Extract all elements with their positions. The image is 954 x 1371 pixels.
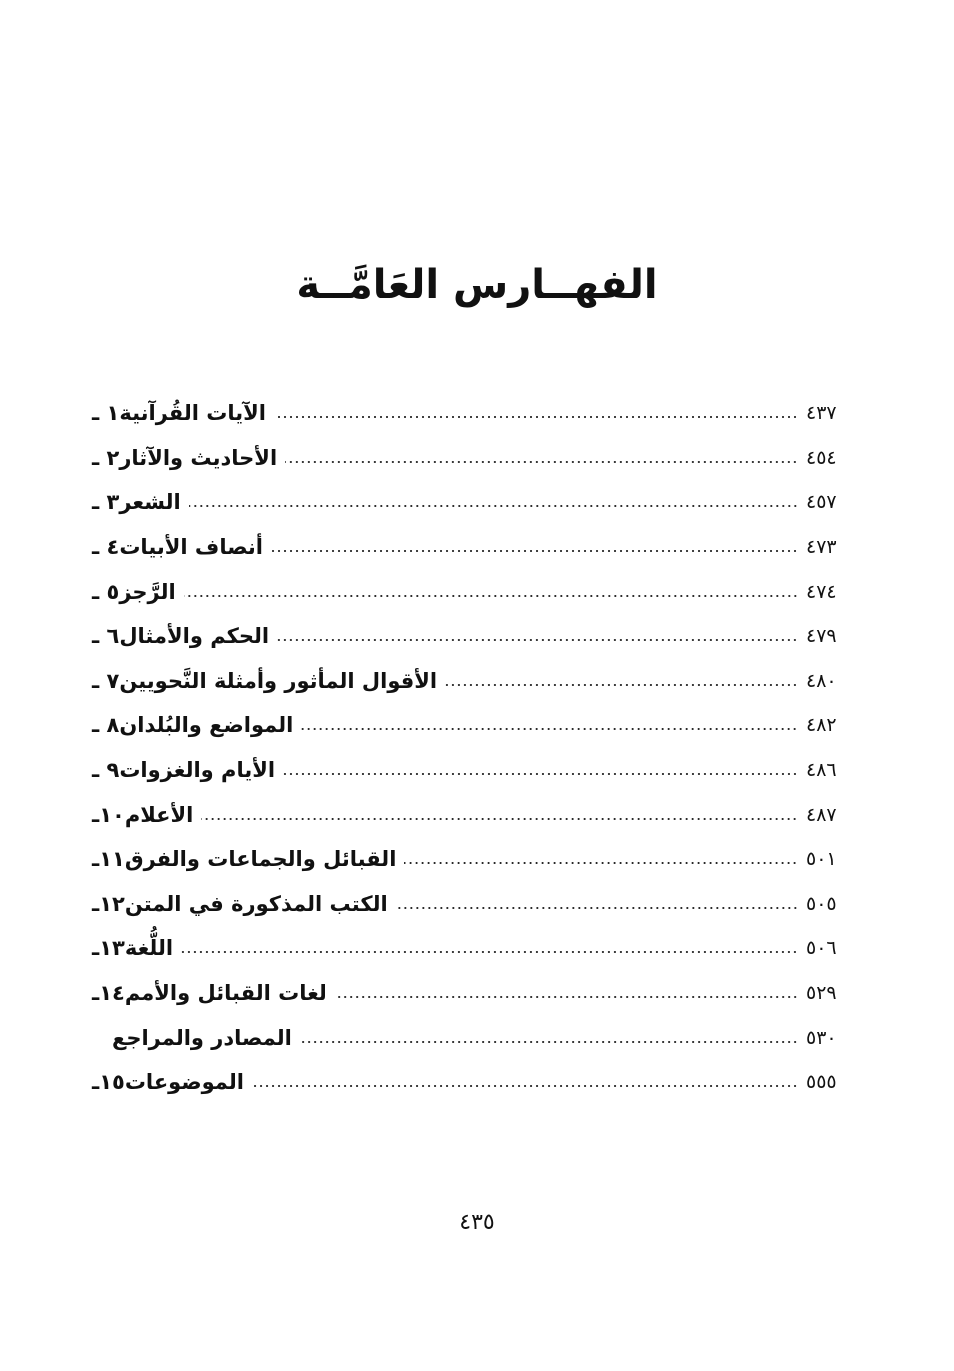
page-number: ٤٣٥ bbox=[459, 1210, 495, 1235]
entry-page: ٤٨٢ bbox=[806, 714, 837, 737]
entry-page: ٤٧٣ bbox=[806, 536, 837, 559]
entry-number: ٣ ـ bbox=[92, 490, 120, 515]
entry-page: ٥٢٩ bbox=[806, 982, 837, 1005]
entry-number: ١٢ـ bbox=[92, 891, 125, 916]
entry-page: ٤٧٤ bbox=[806, 580, 837, 603]
dot-leader bbox=[335, 996, 798, 998]
entry-page: ٥٣٠ bbox=[806, 1026, 837, 1049]
entry-number: ٨ ـ bbox=[92, 713, 120, 738]
dot-leader bbox=[274, 416, 798, 418]
entry-page: ٤٨٦ bbox=[806, 759, 837, 782]
entry-label: الرَّجز bbox=[119, 579, 176, 604]
entry-label: لغات القبائل والأمم bbox=[124, 981, 327, 1006]
toc-entry[interactable] bbox=[84, 882, 850, 927]
dot-leader bbox=[181, 951, 798, 953]
entry-page: ٥٠٦ bbox=[806, 937, 837, 960]
dot-leader bbox=[189, 505, 798, 507]
page-title: الفهــارس العَامَّــة bbox=[296, 262, 658, 308]
entry-page: ٤٨٠ bbox=[806, 669, 837, 692]
entry-label: الأقوال المأثور وأمثلة النَّحويين bbox=[119, 668, 438, 693]
entry-number: ٩ ـ bbox=[92, 758, 120, 783]
toc-entry[interactable] bbox=[84, 569, 850, 614]
dot-leader bbox=[184, 595, 798, 597]
toc-entry[interactable] bbox=[84, 748, 850, 793]
entry-number: ١٣ـ bbox=[92, 936, 125, 961]
entry-label: الأعلام bbox=[124, 802, 194, 827]
entry-number: ٢ ـ bbox=[92, 445, 120, 470]
toc-entry[interactable] bbox=[84, 971, 850, 1016]
entry-page: ٥٠٥ bbox=[806, 892, 837, 915]
entry-label: الحكم والأمثال bbox=[119, 624, 270, 649]
entry-number: ٧ ـ bbox=[92, 668, 120, 693]
toc-entry[interactable] bbox=[84, 703, 850, 748]
toc-entry[interactable] bbox=[84, 926, 850, 971]
dot-leader bbox=[271, 550, 798, 552]
toc-entry[interactable] bbox=[84, 436, 850, 481]
entry-label: الآيات القُرآنية bbox=[119, 401, 266, 426]
dot-leader bbox=[283, 773, 798, 775]
toc-entry[interactable] bbox=[84, 525, 850, 570]
entry-number: ٦ ـ bbox=[92, 624, 120, 649]
entry-number: ١٤ـ bbox=[92, 981, 125, 1006]
toc-entry[interactable] bbox=[84, 837, 850, 882]
entry-page: ٤٧٩ bbox=[806, 625, 837, 648]
entry-page: ٤٥٤ bbox=[806, 446, 837, 469]
toc-entry-sources[interactable] bbox=[84, 1015, 850, 1060]
entry-label: الكتب المذكورة في المتن bbox=[124, 891, 388, 916]
entry-page: ٥٠١ bbox=[806, 848, 837, 871]
dot-leader bbox=[252, 1085, 798, 1087]
toc-entry[interactable] bbox=[84, 614, 850, 659]
entry-label: القبائل والجماعات والفرق bbox=[124, 847, 397, 872]
dot-leader bbox=[301, 728, 798, 730]
entry-number: ١ ـ bbox=[92, 401, 120, 426]
entry-number: ١٠ـ bbox=[92, 802, 125, 827]
dot-leader bbox=[285, 461, 798, 463]
entry-page: ٤٣٧ bbox=[806, 402, 837, 425]
entry-label: أنصاف الأبيات bbox=[119, 535, 263, 560]
entry-number: ٤ ـ bbox=[92, 535, 120, 560]
entry-label: اللُّغة bbox=[124, 936, 174, 961]
entry-label: المواضع والبُلدان bbox=[119, 713, 294, 738]
toc-entry[interactable] bbox=[84, 792, 850, 837]
dot-leader bbox=[277, 639, 798, 641]
dot-leader bbox=[201, 818, 798, 820]
entry-label: الشعر bbox=[119, 490, 181, 515]
dot-leader bbox=[300, 1041, 798, 1043]
toc-entry[interactable] bbox=[84, 1060, 850, 1105]
dot-leader bbox=[396, 907, 798, 909]
entry-page: ٥٥٥ bbox=[806, 1071, 837, 1094]
entry-label: المصادر والمراجع bbox=[112, 1025, 292, 1050]
entry-label: الأحاديث والآثار bbox=[119, 445, 278, 470]
entry-number: ١٥ـ bbox=[92, 1070, 125, 1095]
table-of-contents bbox=[84, 391, 850, 1105]
entry-page: ٤٨٧ bbox=[806, 803, 837, 826]
entry-label: الموضوعات bbox=[124, 1070, 244, 1095]
toc-entry[interactable] bbox=[84, 391, 850, 436]
entry-number: ١١ـ bbox=[92, 847, 125, 872]
toc-entry[interactable] bbox=[84, 480, 850, 525]
dot-leader bbox=[445, 684, 798, 686]
toc-entry[interactable] bbox=[84, 659, 850, 704]
entry-page: ٤٥٧ bbox=[806, 491, 837, 514]
entry-label: الأيام والغزوات bbox=[119, 758, 276, 783]
dot-leader bbox=[404, 862, 798, 864]
entry-number: ٥ ـ bbox=[92, 579, 120, 604]
